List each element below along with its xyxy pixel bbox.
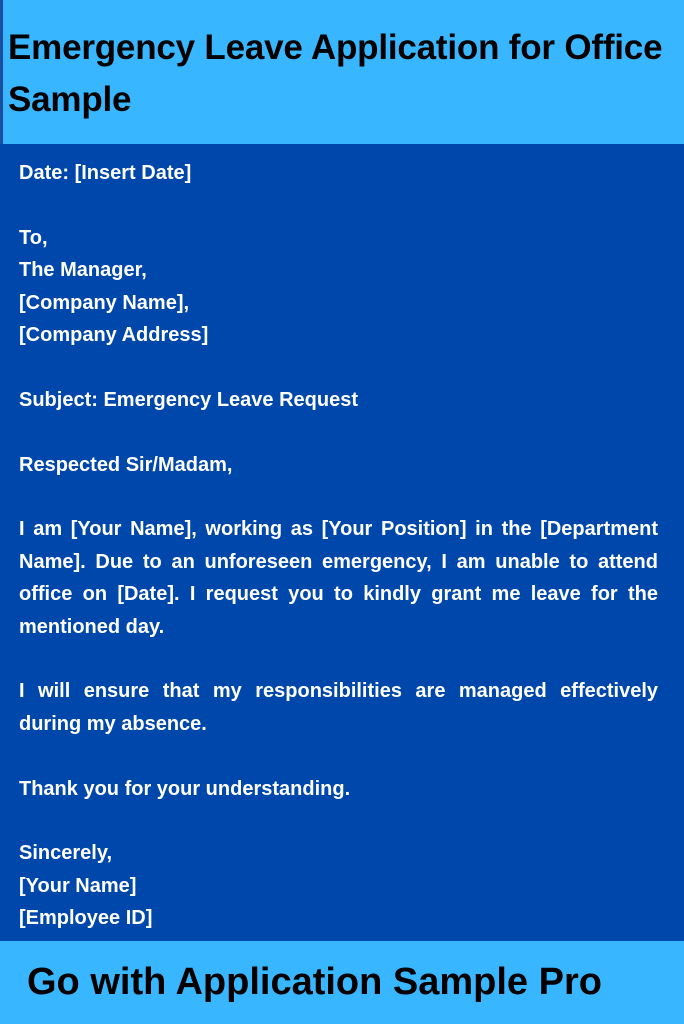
subject-line: Subject: Emergency Leave Request	[19, 388, 359, 411]
footer-banner	[0, 941, 684, 1024]
body-paragraph: I will ensure that my responsibilities are managed effectively during my absence.	[19, 680, 658, 735]
body-paragraph: I am [Your Name], working as [Your Position] in the [Department Name]. Due to an unforeseen emergency, I am unable to attend office on [Date]. I request you to kindly grant me leave for the mentioned day.	[19, 518, 658, 638]
address-line: [Company Name],	[19, 291, 190, 314]
address-line: [Company Address]	[19, 324, 209, 347]
thanks-line: Thank you for your understanding.	[19, 777, 351, 800]
closing-line: [Your Name]	[19, 874, 137, 897]
date-line: Date: [Insert Date]	[19, 162, 192, 184]
recipient-address	[19, 222, 658, 352]
title-banner	[0, 0, 684, 144]
letter-body	[19, 157, 658, 935]
salutation: Respected Sir/Madam,	[19, 453, 233, 476]
address-line: To,	[19, 226, 48, 249]
closing-line: [Employee ID]	[19, 907, 153, 930]
address-line: The Manager,	[19, 259, 147, 282]
footer-tagline: Go with Application Sample Pro	[27, 961, 602, 1003]
closing-block	[19, 837, 658, 934]
closing-line: Sincerely,	[19, 842, 113, 865]
page-title: Emergency Leave Application for Office Sample	[8, 28, 663, 119]
